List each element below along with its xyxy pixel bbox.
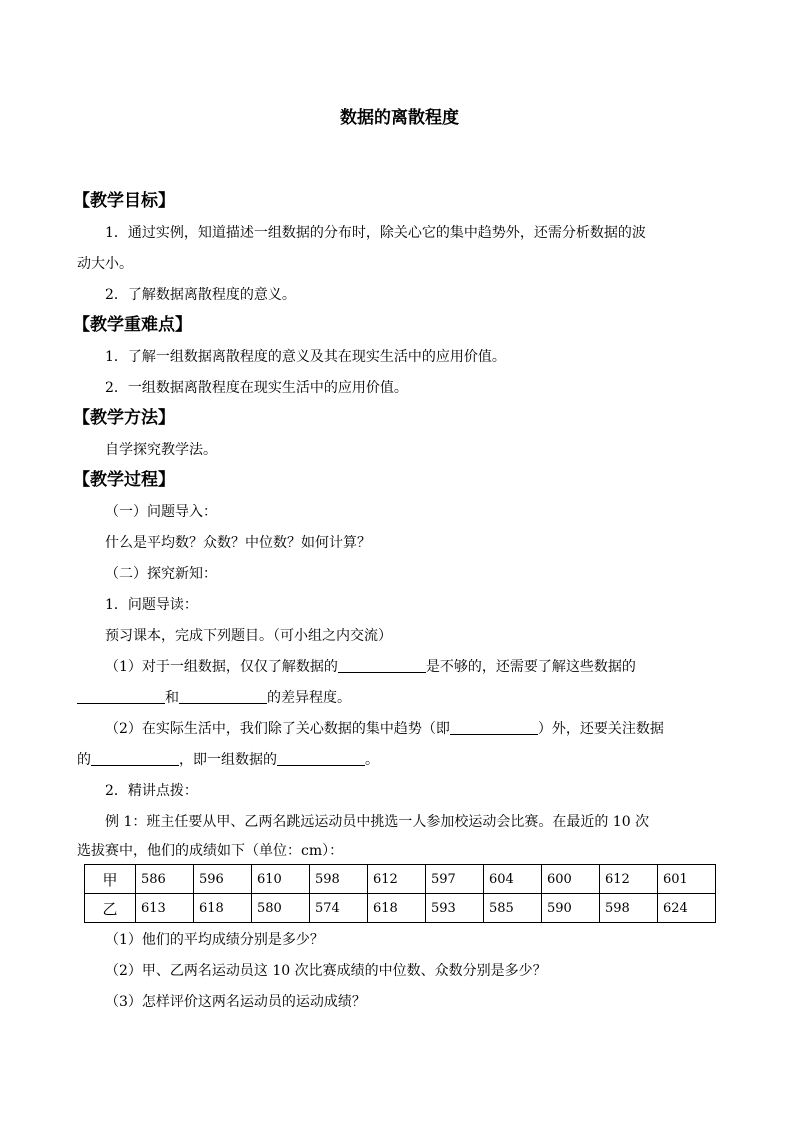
athlete-name-cell: 乙 bbox=[85, 894, 136, 923]
example-1-line-2: 选拔赛中，他们的成绩如下（单位：cm）： bbox=[77, 843, 344, 859]
example-1-line-1: 例 1：班主任要从甲、乙两名跳远运动员中挑选一人参加校运动会比赛。在最近的 10 次 bbox=[105, 814, 650, 830]
page-title: 数据的离散程度 bbox=[340, 108, 459, 128]
process-part-1: （一）问题导入： bbox=[105, 504, 217, 520]
score-cell: 618 bbox=[368, 894, 426, 923]
section-heading-process: 【教学过程】 bbox=[73, 470, 175, 490]
question-1: （1）他们的平均成绩分别是多少？ bbox=[105, 932, 324, 948]
score-cell: 600 bbox=[542, 865, 600, 894]
score-cell: 590 bbox=[542, 894, 600, 923]
score-cell: 618 bbox=[194, 894, 252, 923]
fill2-text-b: ）外，还要关注数据 bbox=[537, 721, 664, 737]
table-row bbox=[85, 894, 716, 923]
score-cell: 601 bbox=[658, 865, 716, 894]
fill-question-1-cont bbox=[77, 683, 722, 714]
score-cell: 610 bbox=[252, 865, 310, 894]
score-cell: 624 bbox=[658, 894, 716, 923]
process-sub-2: 2．精讲点拨： bbox=[105, 783, 198, 799]
fill2-text-d: ，即一组数据的 bbox=[179, 752, 277, 768]
fill1-text-d: 的差异程度。 bbox=[267, 690, 351, 706]
goal-1-line-2: 动大小。 bbox=[77, 256, 133, 272]
process-part-2: （二）探究新知： bbox=[105, 566, 217, 582]
fill2-text-c: 的 bbox=[77, 752, 91, 768]
key-point-2: 2．一组数据离散程度在现实生活中的应用价值。 bbox=[105, 380, 408, 396]
score-cell: 585 bbox=[484, 894, 542, 923]
fill1-text-c: 和 bbox=[165, 690, 179, 706]
score-cell: 604 bbox=[484, 865, 542, 894]
process-sub-1: 1．问题导读： bbox=[105, 597, 198, 613]
blank-line bbox=[179, 687, 267, 704]
goal-2: 2．了解数据离散程度的意义。 bbox=[105, 287, 296, 303]
process-preview: 预习课本，完成下列题目。（可小组之内交流） bbox=[105, 628, 392, 644]
score-cell: 586 bbox=[136, 865, 194, 894]
fill1-text-b: 是不够的，还需要了解这些数据的 bbox=[425, 659, 636, 675]
score-cell: 598 bbox=[310, 865, 368, 894]
process-question: 什么是平均数？众数？中位数？如何计算？ bbox=[105, 535, 371, 551]
fill-question-2 bbox=[77, 714, 722, 745]
score-cell: 596 bbox=[194, 865, 252, 894]
score-cell: 612 bbox=[368, 865, 426, 894]
fill2-text-e: 。 bbox=[365, 752, 379, 768]
fill-question-2-cont bbox=[77, 745, 722, 776]
score-cell: 612 bbox=[600, 865, 658, 894]
score-cell: 574 bbox=[310, 894, 368, 923]
method-1: 自学探究教学法。 bbox=[105, 442, 217, 458]
question-2: （2）甲、乙两名运动员这 10 次比赛成绩的中位数、众数分别是多少？ bbox=[105, 963, 547, 979]
fill2-text-a: （2）在实际生活中，我们除了关心数据的集中趋势（即 bbox=[105, 721, 450, 737]
blank-line bbox=[277, 749, 365, 766]
score-cell: 593 bbox=[426, 894, 484, 923]
section-heading-methods: 【教学方法】 bbox=[73, 408, 175, 428]
athlete-name-cell: 甲 bbox=[85, 865, 136, 894]
score-cell: 580 bbox=[252, 894, 310, 923]
score-cell: 598 bbox=[600, 894, 658, 923]
blank-line bbox=[338, 656, 426, 673]
question-3: （3）怎样评价这两名运动员的运动成绩？ bbox=[105, 994, 366, 1010]
blank-line bbox=[450, 718, 538, 735]
table-row bbox=[85, 865, 716, 894]
goal-1-line-1: 1．通过实例，知道描述一组数据的分布时，除关心它的集中趋势外，还需分析数据的波 bbox=[105, 225, 646, 241]
fill1-text-a: （1）对于一组数据，仅仅了解数据的 bbox=[105, 659, 338, 675]
blank-line bbox=[77, 687, 165, 704]
score-cell: 597 bbox=[426, 865, 484, 894]
blank-line bbox=[91, 749, 179, 766]
section-heading-key-points: 【教学重难点】 bbox=[73, 315, 192, 335]
fill-question-1 bbox=[77, 652, 722, 683]
key-point-1: 1．了解一组数据离散程度的意义及其在现实生活中的应用价值。 bbox=[105, 349, 506, 365]
score-table bbox=[84, 864, 716, 923]
section-heading-goals: 【教学目标】 bbox=[73, 191, 175, 211]
score-cell: 613 bbox=[136, 894, 194, 923]
